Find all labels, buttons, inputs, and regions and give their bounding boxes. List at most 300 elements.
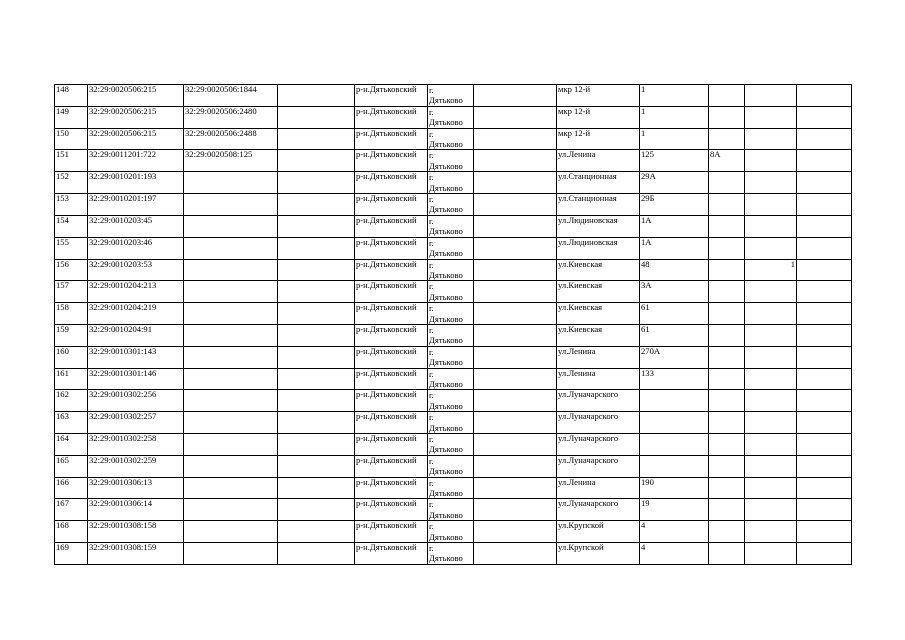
city-prefix: г. — [429, 172, 434, 183]
empty-cell — [278, 346, 355, 368]
building-cell — [709, 281, 745, 303]
house-number: 1 — [641, 128, 646, 138]
building-cell — [709, 412, 745, 434]
apartment-cell — [745, 150, 797, 172]
apartment-cell — [745, 499, 797, 521]
linked-cadastral-number-cell — [184, 237, 278, 259]
city-cell — [428, 521, 474, 543]
empty-cell — [474, 303, 557, 325]
city-cell — [428, 215, 474, 237]
cadastral-number-cell — [88, 390, 184, 412]
empty-cell — [474, 281, 557, 303]
linked-cadastral-number-cell — [184, 543, 278, 565]
cadastral-number: 32:29:0010302:259 — [89, 455, 157, 465]
city-cell — [428, 368, 474, 390]
cadastral-number-cell — [88, 237, 184, 259]
table-row — [55, 477, 852, 499]
district-name: р-н.Дятьковский — [356, 542, 417, 553]
street-cell — [557, 106, 640, 128]
street-name: ул.Людиновская — [558, 237, 618, 247]
house-number-cell — [640, 128, 709, 150]
district-cell — [355, 281, 428, 303]
street-name: ул.Луначарского — [558, 455, 619, 465]
apartment-cell — [745, 259, 797, 281]
street-cell — [557, 128, 640, 150]
building-cell — [709, 455, 745, 477]
house-number-cell — [640, 85, 709, 107]
cadastral-number: 32:29:0010301:143 — [89, 346, 157, 356]
apartment-cell — [745, 215, 797, 237]
city-cell — [428, 390, 474, 412]
linked-cadastral-number-cell — [184, 259, 278, 281]
linked-cadastral-number-cell — [184, 172, 278, 194]
district-cell — [355, 128, 428, 150]
house-number: 29А — [641, 171, 656, 182]
row-number-cell — [55, 128, 88, 150]
district-name: р-н.Дятьковский — [356, 368, 417, 378]
cadastral-number: 32:29:0020506:215 — [89, 84, 157, 94]
empty-cell — [797, 172, 852, 194]
linked-cadastral-number-cell — [184, 85, 278, 107]
street-name: ул.Людиновская — [558, 215, 618, 225]
house-number-cell — [640, 368, 709, 390]
cadastral-number: 32:29:0010306:14 — [89, 498, 153, 509]
empty-cell — [278, 237, 355, 259]
district-name: р-н.Дятьковский — [356, 215, 417, 225]
apartment-cell — [745, 194, 797, 216]
empty-cell — [474, 455, 557, 477]
cadastral-number-cell — [88, 346, 184, 368]
cadastral-number-cell — [88, 521, 184, 543]
district-cell — [355, 455, 428, 477]
district-cell — [355, 368, 428, 390]
street-name: ул.Киевская — [558, 302, 603, 313]
empty-cell — [474, 85, 557, 107]
street-cell — [557, 324, 640, 346]
city-name: Дятьково — [429, 248, 463, 259]
house-number-cell — [640, 521, 709, 543]
district-name: р-н.Дятьковский — [356, 389, 417, 400]
street-cell — [557, 172, 640, 194]
street-name: ул.Луначарского — [558, 411, 619, 422]
building-number: 8А — [710, 149, 721, 160]
cadastral-number: 32:29:0010302:258 — [89, 433, 157, 443]
district-cell — [355, 477, 428, 499]
row-number: 169 — [56, 542, 69, 553]
empty-cell — [474, 434, 557, 456]
street-cell — [557, 455, 640, 477]
table-row — [55, 106, 852, 128]
row-number-cell — [55, 499, 88, 521]
empty-cell — [474, 477, 557, 499]
city-cell — [428, 543, 474, 565]
street-name: ул.Киевская — [558, 259, 603, 269]
street-cell — [557, 434, 640, 456]
house-number-cell — [640, 499, 709, 521]
row-number-cell — [55, 85, 88, 107]
city-name: Дятьково — [429, 226, 463, 237]
cadastral-number: 32:29:0010301:146 — [89, 368, 157, 378]
building-cell — [709, 172, 745, 194]
district-cell — [355, 499, 428, 521]
row-number: 148 — [56, 84, 69, 94]
street-cell — [557, 281, 640, 303]
city-cell — [428, 194, 474, 216]
empty-cell — [797, 390, 852, 412]
row-number-cell — [55, 150, 88, 172]
table-row — [55, 215, 852, 237]
row-number-cell — [55, 412, 88, 434]
row-number-cell — [55, 346, 88, 368]
house-number-cell — [640, 106, 709, 128]
empty-cell — [474, 324, 557, 346]
city-cell — [428, 150, 474, 172]
building-cell — [709, 324, 745, 346]
empty-cell — [797, 368, 852, 390]
district-cell — [355, 237, 428, 259]
cadastral-number-cell — [88, 281, 184, 303]
city-name: Дятьково — [429, 422, 463, 433]
street-name: ул.Луначарского — [558, 433, 619, 443]
document-page — [54, 84, 851, 565]
table-row — [55, 324, 852, 346]
district-cell — [355, 346, 428, 368]
house-number: 1 — [641, 106, 646, 116]
street-name: ул.Станционная — [558, 171, 617, 182]
empty-cell — [474, 215, 557, 237]
empty-cell — [278, 368, 355, 390]
house-number-cell — [640, 412, 709, 434]
city-name: Дятьково — [429, 400, 463, 411]
table-row — [55, 521, 852, 543]
table-row — [55, 434, 852, 456]
city-prefix: г. — [429, 434, 434, 444]
city-prefix: г. — [429, 106, 434, 117]
house-number-cell — [640, 477, 709, 499]
building-cell — [709, 521, 745, 543]
empty-cell — [278, 499, 355, 521]
district-name: р-н.Дятьковский — [356, 106, 417, 116]
empty-cell — [474, 150, 557, 172]
building-cell — [709, 150, 745, 172]
city-prefix: г. — [429, 85, 434, 95]
district-cell — [355, 194, 428, 216]
row-number: 156 — [56, 259, 69, 269]
cadastral-number: 32:29:0020506:215 — [89, 128, 157, 138]
table-row — [55, 85, 852, 107]
house-number: 125 — [641, 149, 654, 160]
city-prefix: г. — [429, 499, 434, 510]
city-prefix: г. — [429, 543, 434, 554]
street-name: ул.Ленина — [558, 149, 596, 160]
street-name: ул.Киевская — [558, 324, 603, 334]
empty-cell — [797, 477, 852, 499]
district-name: р-н.Дятьковский — [356, 259, 417, 269]
empty-cell — [474, 106, 557, 128]
empty-cell — [797, 521, 852, 543]
district-cell — [355, 390, 428, 412]
district-cell — [355, 521, 428, 543]
city-name: Дятьково — [429, 466, 463, 477]
house-number-cell — [640, 324, 709, 346]
apartment-cell — [745, 281, 797, 303]
empty-cell — [278, 455, 355, 477]
street-name: ул.Луначарского — [558, 498, 619, 509]
house-number-cell — [640, 194, 709, 216]
table-row — [55, 172, 852, 194]
building-cell — [709, 390, 745, 412]
house-number: 48 — [641, 259, 650, 269]
empty-cell — [474, 237, 557, 259]
empty-cell — [474, 346, 557, 368]
cadastral-number-cell — [88, 150, 184, 172]
city-cell — [428, 303, 474, 325]
row-number-cell — [55, 215, 88, 237]
row-number-cell — [55, 324, 88, 346]
apartment-cell — [745, 455, 797, 477]
building-cell — [709, 477, 745, 499]
apartment-cell — [745, 412, 797, 434]
cadastral-number-cell — [88, 128, 184, 150]
district-cell — [355, 324, 428, 346]
city-prefix: г. — [429, 150, 434, 161]
city-cell — [428, 499, 474, 521]
city-cell — [428, 281, 474, 303]
linked-cadastral-number: 32:29:0020506:2488 — [185, 128, 257, 138]
building-cell — [709, 303, 745, 325]
cadastral-number: 32:29:0011201:722 — [89, 149, 156, 160]
empty-cell — [474, 194, 557, 216]
registry-table-body — [55, 85, 852, 565]
row-number-cell — [55, 434, 88, 456]
empty-cell — [797, 455, 852, 477]
city-name: Дятьково — [429, 160, 463, 171]
street-cell — [557, 543, 640, 565]
city-prefix: г. — [429, 455, 434, 466]
city-cell — [428, 346, 474, 368]
city-cell — [428, 434, 474, 456]
linked-cadastral-number-cell — [184, 477, 278, 499]
apartment-cell — [745, 390, 797, 412]
city-prefix: г. — [429, 346, 434, 357]
building-cell — [709, 237, 745, 259]
city-cell — [428, 477, 474, 499]
linked-cadastral-number-cell — [184, 434, 278, 456]
row-number-cell — [55, 303, 88, 325]
empty-cell — [278, 477, 355, 499]
city-name: Дятьково — [429, 139, 463, 150]
empty-cell — [797, 194, 852, 216]
cadastral-number: 32:29:0020506:215 — [89, 106, 157, 116]
empty-cell — [278, 324, 355, 346]
city-name: Дятьково — [429, 117, 463, 128]
city-cell — [428, 85, 474, 107]
row-number-cell — [55, 390, 88, 412]
empty-cell — [278, 434, 355, 456]
cadastral-number-cell — [88, 477, 184, 499]
house-number: 190 — [641, 477, 654, 487]
house-number: 61 — [641, 302, 650, 313]
linked-cadastral-number-cell — [184, 346, 278, 368]
city-name: Дятьково — [429, 357, 463, 368]
empty-cell — [278, 194, 355, 216]
district-name: р-н.Дятьковский — [356, 455, 417, 465]
empty-cell — [474, 259, 557, 281]
empty-cell — [278, 85, 355, 107]
city-cell — [428, 412, 474, 434]
empty-cell — [278, 215, 355, 237]
row-number: 160 — [56, 346, 69, 356]
city-name: Дятьково — [429, 509, 463, 520]
cadastral-number: 32:29:0010203:45 — [89, 215, 153, 225]
house-number: 61 — [641, 324, 650, 334]
city-prefix: г. — [429, 324, 434, 335]
cadastral-number: 32:29:0010201:197 — [89, 193, 157, 204]
street-cell — [557, 150, 640, 172]
district-name: р-н.Дятьковский — [356, 324, 417, 334]
linked-cadastral-number-cell — [184, 390, 278, 412]
linked-cadastral-number-cell — [184, 106, 278, 128]
apartment-cell — [745, 434, 797, 456]
house-number-cell — [640, 543, 709, 565]
city-cell — [428, 324, 474, 346]
city-prefix: г. — [429, 215, 434, 226]
building-cell — [709, 346, 745, 368]
district-name: р-н.Дятьковский — [356, 280, 417, 291]
city-prefix: г. — [429, 412, 434, 423]
house-number: 29Б — [641, 193, 655, 204]
table-row — [55, 281, 852, 303]
cadastral-number: 32:29:0010308:159 — [89, 542, 157, 553]
row-number-cell — [55, 543, 88, 565]
row-number: 155 — [56, 237, 69, 247]
table-row — [55, 128, 852, 150]
apartment-cell — [745, 368, 797, 390]
apartment-cell — [745, 128, 797, 150]
city-name: Дятьково — [429, 182, 463, 193]
apartment-cell — [745, 303, 797, 325]
empty-cell — [797, 106, 852, 128]
cadastral-number: 32:29:0010302:256 — [89, 389, 157, 400]
street-cell — [557, 215, 640, 237]
city-prefix: г. — [429, 128, 434, 139]
street-name: ул.Ленина — [558, 477, 596, 487]
empty-cell — [474, 368, 557, 390]
street-cell — [557, 85, 640, 107]
district-name: р-н.Дятьковский — [356, 128, 417, 138]
street-cell — [557, 412, 640, 434]
row-number: 161 — [56, 368, 69, 378]
row-number: 150 — [56, 128, 69, 138]
cadastral-number: 32:29:0010204:91 — [89, 324, 153, 334]
district-name: р-н.Дятьковский — [356, 171, 417, 182]
linked-cadastral-number-cell — [184, 412, 278, 434]
house-number-cell — [640, 150, 709, 172]
table-row — [55, 259, 852, 281]
empty-cell — [278, 390, 355, 412]
linked-cadastral-number-cell — [184, 303, 278, 325]
street-cell — [557, 477, 640, 499]
street-name: ул.Крупской — [558, 520, 604, 531]
city-name: Дятьково — [429, 335, 463, 346]
row-number-cell — [55, 259, 88, 281]
city-prefix: г. — [429, 368, 434, 379]
street-name: ул.Ленина — [558, 346, 596, 356]
cadastral-number-cell — [88, 194, 184, 216]
empty-cell — [474, 412, 557, 434]
district-cell — [355, 150, 428, 172]
empty-cell — [278, 172, 355, 194]
apartment-cell — [745, 477, 797, 499]
empty-cell — [474, 128, 557, 150]
house-number-cell — [640, 215, 709, 237]
empty-cell — [797, 324, 852, 346]
district-name: р-н.Дятьковский — [356, 302, 417, 313]
empty-cell — [278, 521, 355, 543]
building-cell — [709, 434, 745, 456]
cadastral-number-cell — [88, 303, 184, 325]
city-cell — [428, 455, 474, 477]
building-cell — [709, 499, 745, 521]
district-name: р-н.Дятьковский — [356, 433, 417, 443]
city-name: Дятьково — [429, 444, 463, 455]
row-number-cell — [55, 172, 88, 194]
empty-cell — [278, 150, 355, 172]
cadastral-number: 32:29:0010302:257 — [89, 411, 157, 422]
district-name: р-н.Дятьковский — [356, 498, 417, 509]
city-prefix: г. — [429, 281, 434, 292]
empty-cell — [797, 128, 852, 150]
cadastral-number: 32:29:0010306:13 — [89, 477, 153, 487]
empty-cell — [474, 521, 557, 543]
city-prefix: г. — [429, 477, 434, 488]
street-cell — [557, 499, 640, 521]
house-number: 1А — [641, 215, 652, 225]
linked-cadastral-number: 32:29:0020506:1844 — [185, 84, 257, 94]
empty-cell — [474, 390, 557, 412]
street-cell — [557, 237, 640, 259]
building-cell — [709, 215, 745, 237]
empty-cell — [278, 543, 355, 565]
linked-cadastral-number-cell — [184, 194, 278, 216]
empty-cell — [278, 281, 355, 303]
empty-cell — [797, 237, 852, 259]
empty-cell — [278, 259, 355, 281]
row-number-cell — [55, 237, 88, 259]
city-name: Дятьково — [429, 291, 463, 302]
apartment-cell — [745, 106, 797, 128]
building-cell — [709, 368, 745, 390]
apartment-cell — [745, 324, 797, 346]
district-name: р-н.Дятьковский — [356, 520, 417, 531]
empty-cell — [797, 543, 852, 565]
street-cell — [557, 368, 640, 390]
house-number: 270А — [641, 346, 661, 356]
row-number: 159 — [56, 324, 69, 334]
street-name: мкр 12-й — [558, 128, 591, 138]
street-cell — [557, 194, 640, 216]
house-number-cell — [640, 281, 709, 303]
street-name: ул.Киевская — [558, 280, 603, 291]
city-prefix: г. — [429, 237, 434, 248]
house-number: 4 — [641, 542, 646, 553]
street-name: мкр 12-й — [558, 84, 591, 94]
empty-cell — [797, 259, 852, 281]
empty-cell — [474, 172, 557, 194]
linked-cadastral-number: 32:29:0020506:2480 — [185, 106, 257, 116]
city-cell — [428, 172, 474, 194]
linked-cadastral-number-cell — [184, 281, 278, 303]
